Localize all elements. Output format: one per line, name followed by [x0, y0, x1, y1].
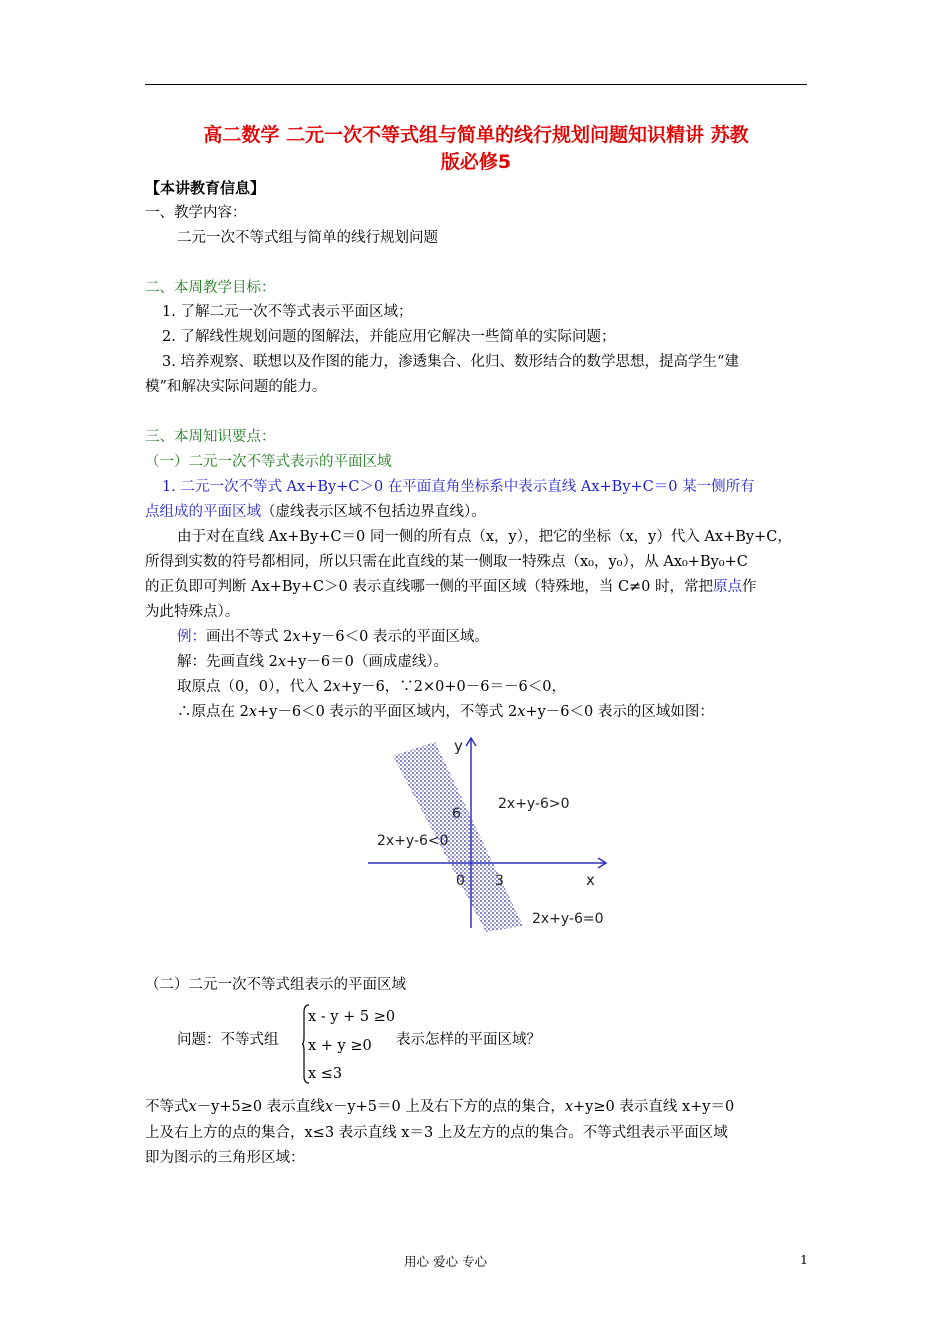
label-equal: 2x+y-6=0 — [532, 911, 604, 927]
solution-line2 — [177, 677, 566, 697]
example-text2: +y－6＜0 表示的平面区域。 — [300, 629, 489, 645]
definition-line1: 1. 二元一次不等式 Ax+By+C＞0 在平面直角坐标系中表示直线 Ax+By+C＝0 某一侧所有 — [162, 479, 755, 495]
example-line — [177, 627, 489, 647]
sol3-b: +y－6＜0 表示的平面区域内，不等式 2 — [257, 704, 518, 720]
page-number: 1 — [800, 1252, 808, 1267]
header-rule — [145, 84, 807, 85]
p2-b: －y+5≥0 表示直线 — [196, 1099, 325, 1115]
paragraph2-line1 — [145, 1097, 734, 1117]
sol3-c: +y－6＜0 表示的区域如图： — [525, 704, 714, 720]
definition-blue-text: 点组成的平面区域 — [145, 504, 261, 520]
sub2-heading: （二）二元一次不等式组表示的平面区域 — [145, 977, 406, 993]
inequality-region-figure — [360, 728, 620, 938]
solution-line3 — [177, 702, 714, 722]
y-axis-label: y — [454, 737, 463, 755]
var-x: x — [324, 1099, 333, 1115]
inequality-3: x ≤3 — [308, 1066, 343, 1082]
document-title-line1: 高二数学 二元一次不等式组与简单的线行规划问题知识精讲 苏教 — [203, 124, 749, 146]
goal-2: 2. 了解线性规划问题的图解法，并能应用它解决一些简单的实际问题； — [162, 329, 616, 345]
paragraph2-line3: 即为图示的三角形区域： — [145, 1150, 305, 1166]
tick-0: 0 — [456, 873, 465, 889]
paragraph-line3 — [145, 577, 757, 597]
goal-1: 1. 了解二元一次不等式表示平面区域； — [162, 304, 413, 320]
goal-3-line1: 3. 培养观察、联想以及作图的能力，渗透集合、化归、数形结合的数学思想，提高学生“建 — [162, 354, 739, 370]
content-heading: 一、教学内容： — [145, 205, 247, 221]
footer-text: 用心 爱心 专心 — [404, 1254, 487, 1269]
goal-3-line2: 模”和解决实际问题的能力。 — [145, 379, 327, 395]
p2-c: －y+5＝0 上及右下方的点的集合， — [332, 1099, 565, 1115]
section-header: 【本讲教育信息】 — [145, 179, 266, 197]
paragraph2-line2: 上及右上方的点的集合，x≤3 表示直线 x＝3 上及左方的点的集合。不等式组表示平面区域 — [145, 1125, 728, 1141]
example-text: 画出不等式 2 — [206, 629, 293, 645]
x-axis-label: x — [586, 871, 595, 889]
paragraph-line4: 为此特殊点）。 — [145, 604, 240, 620]
points-heading: 三、本周知识要点： — [145, 429, 276, 445]
sol3-a: ∴原点在 2 — [177, 704, 249, 720]
var-x: x — [248, 704, 258, 720]
paragraph-line3-tail: 作 — [742, 579, 757, 595]
problem-label: 问题：不等式组 — [177, 1032, 279, 1048]
paragraph-line2: 所得到实数的符号都相同，所以只需在此直线的某一侧取一特殊点（x₀，y₀），从 Ax₀+By₀+C — [145, 554, 748, 570]
inequality-2: x + y ≥0 — [308, 1038, 372, 1054]
problem-tail: 表示怎样的平面区域？ — [396, 1032, 541, 1048]
goals-heading: 二、本周教学目标： — [145, 280, 276, 296]
sub1-heading: （一）二元一次不等式表示的平面区域 — [145, 454, 392, 470]
sol2-a: 取原点（0，0），代入 2 — [177, 679, 333, 695]
definition-note: （虚线表示区域不包括边界直线）。 — [261, 504, 486, 520]
p2-a: 不等式 — [145, 1099, 189, 1115]
content-text: 二元一次不等式组与简单的线行规划问题 — [177, 230, 438, 246]
paragraph-line3-text: 的正负即可判断 Ax+By+C＞0 表示直线哪一侧的平面区域（特殊地，当 C≠0 时，常把 — [145, 579, 714, 595]
origin-highlight: 原点 — [713, 579, 743, 595]
label-greater: 2x+y-6>0 — [498, 796, 570, 812]
example-label: 例： — [177, 629, 206, 645]
var-x: x — [517, 704, 526, 720]
p2-d: +y≥0 表示直线 x+y＝0 — [573, 1099, 735, 1115]
var-x: x — [188, 1099, 197, 1115]
solution-line1 — [177, 652, 448, 672]
tick-6: 6 — [452, 806, 461, 822]
inequality-1: x - y + 5 ≥0 — [308, 1009, 396, 1025]
sol1-b: +y－6＝0（画成虚线）。 — [286, 654, 449, 670]
label-less: 2x+y-6<0 — [377, 833, 449, 849]
var-x: x — [332, 679, 341, 695]
var-x: x — [292, 629, 301, 645]
sol2-b: +y－6，∵2×0+0－6＝－6＜0， — [340, 679, 566, 695]
var-x: x — [277, 654, 287, 670]
tick-3: 3 — [495, 873, 504, 889]
var-x: x — [564, 1099, 574, 1115]
paragraph-line1: 由于对在直线 Ax+By+C＝0 同一侧的所有点（x，y），把它的坐标（x，y）代入 Ax+By+C， — [177, 529, 792, 545]
sol1-a: 解：先画直线 2 — [177, 654, 278, 670]
definition-line2 — [145, 502, 486, 522]
document-title-line2: 版必修5 — [440, 151, 512, 173]
